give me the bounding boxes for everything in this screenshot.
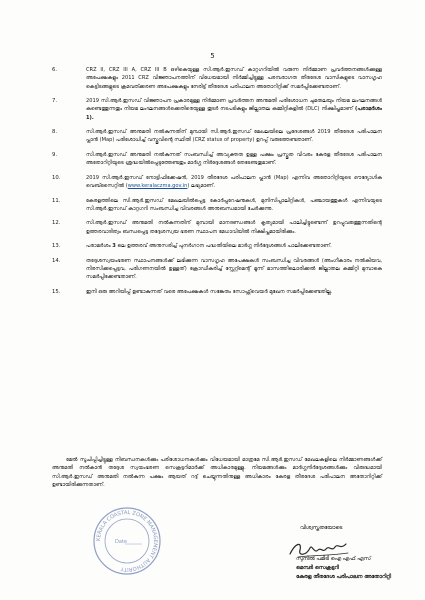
signatory-block — [296, 555, 406, 581]
item-text: 2019 സി.ആർ.ഇസഡ് വിജ്ഞാപന പ്രകാരമുള്ള നിർമ്മാണ പ്രവർത്തന അനുമതി പരിശോധന ചുമതലയും നിയമ ലംഘനങ്ങൾ കണ്ടെത്തുന്നതും നിയമ ലംഘനങ്ങൾക്കെതിരെയുള്ള തുടർ നടപടികളും ജില്ലാതല കമ്മിറ്റികളിൽ (DLC) നിക്ഷിപ്തമാണ് — [86, 98, 382, 113]
item-number: 14. — [52, 257, 61, 264]
item-text: സി.ആർ.ഇസഡ് അനുമതി നൽകുന്നതിന് മുമ്പായി മാനദണ്ഡങ്ങൾ കൃത്യമായി പാലിച്ചിട്ടുണ്ടെന്ന് ഉറപ്പുവരുത്തുന്നതിന്റെ ഉത്തരവാദിത്വം ബന്ധപ്പെട്ട തദ്ദേശസ്വയ ഭരണ സ്ഥാപന മേധാവിയിൽ നിക്ഷിപ്തമായിരിക്കും. — [86, 220, 382, 235]
list-item — [52, 288, 382, 296]
item-text: തദ്ദേശസ്വയംഭരണ സ്ഥാപനങ്ങൾക്ക് ലഭിക്കുന്ന വാസഗൃഹ അപേക്ഷകൾ സംബന്ധിച്ച വിവരങ്ങൾ (അംഗീകാരം നൽകിയവ, നിരസിക്കപ്പെട്ടവ, പരിഗണനയിൽ ഉള്ളത്) ക്രോഡീകരിച്ച് സ്റ്റേറ്റ്മെന്റ് മൂന്ന് മാസത്തിലൊരിക്കൽ ജില്ലാതല കമ്മിറ്റി മുമ്പാകെ സമർപ്പിക്കേണ്ടതാണ്. — [86, 257, 382, 281]
item-text-tail: ) ലഭ്യമാണ്. — [187, 183, 215, 190]
list-item — [52, 257, 382, 282]
item-text: കേരളത്തിലെ സി.ആർ.ഇസഡ് മേഖലയിൽപ്പെട്ട കോർപ്പറേഷനുകൾ, മുനിസിപ്പാലിറ്റികൾ, പഞ്ചായത്തുകൾ എന്നിവയുടെ സി.ആർ.ഇസഡ് കാറ്റഗറി സംബന്ധിച്ച വിവരങ്ങൾ അനുബന്ധമായി ചേർക്കുന്നു. — [86, 197, 382, 212]
list-item — [52, 174, 382, 191]
page-number: 5 — [210, 52, 215, 60]
list-item — [52, 151, 382, 168]
item-number: 13. — [52, 243, 61, 250]
signatory-organization: കേരള തീരദേശ പരിപാലന അതോറിറ്റി — [296, 573, 392, 580]
item-text: സി.ആർ.ഇസഡ് അനുമതി നൽകുന്നതിന് മുമ്പായി സി.ആർ.ഇസഡ് മേഖലയിലെ പ്രദേശങ്ങൾ 2019 തീരദേശ പരിപാലന പ്ലാൻ (Map) പരിശോധിച്ച് വസ്തുവിന്റെ സ്ഥിതി (CRZ status of property) ഉറപ്പ് വരുത്തേണ്ടതാണ്. — [86, 129, 382, 144]
website-link[interactable]: www.keralaczma.gov.in — [127, 183, 188, 190]
svg-text:KERALA COASTAL ZONE MANAGEMENT: KERALA COASTAL ZONE MANAGEMENT AUTHORITY — [95, 509, 159, 573]
item-number: 10. — [52, 174, 61, 181]
office-seal — [92, 506, 162, 576]
svg-text:Date: Date — [115, 539, 127, 545]
item-reference: (പരാമർശം 1). — [86, 106, 382, 121]
item-text: 2019 സി.ആർ.ഇസഡ് നോട്ടിഫിക്കേഷൻ, 2019 തീരദേശ പരിപാലന പ്ലാൻ (Map) എന്നിവ അതോറിറ്റിയുടെ ഔദ്യോഗിക വെബ്സൈറ്റിൽ ( — [86, 174, 382, 190]
item-number: 7. — [52, 98, 58, 105]
item-text-tail: ലെ ഉത്തരവ് അനുസരിച്ച് പുനർഗഠന പദ്ധതിയിലെ മാർഗ്ഗ നിർദ്ദേശങ്ങൾ പാലിക്കേണ്ടതാണ്. — [115, 243, 332, 250]
signatory-name: സുനിൽ പമിടി ഐ എഫ് എസ് — [296, 556, 371, 562]
list-item — [52, 197, 382, 214]
instruction-list — [52, 66, 382, 302]
list-item — [52, 66, 382, 91]
list-item — [52, 242, 382, 250]
item-number: 8. — [52, 129, 58, 136]
item-number: 9. — [52, 151, 58, 158]
item-text: സി.ആർ.ഇസഡ് അനുമതി നൽകുന്നത് സംബന്ധിച്ച് അവ്യക്തത ഉള്ള പക്ഷം പ്രസ്തുത വിവരം കേരള തീരദേശ പരിപാലന അതോറിറ്റിയുടെ ശ്രദ്ധയിൽപ്പെടുത്തേണ്ടതും മാർഗ്ഗ നിർദ്ദേശങ്ങൾ തേടേണ്ടതുമാണ്. — [86, 151, 382, 167]
item-number: 11. — [52, 197, 61, 204]
item-number: 15. — [52, 288, 61, 295]
item-number: 6. — [52, 67, 58, 73]
item-reference: 3 — [112, 243, 116, 250]
item-text: പരാമർശം — [86, 243, 113, 250]
item-number: 12. — [52, 220, 61, 227]
item-text: ഇനി ഒരു അറിയിപ്പ് ഉണ്ടാകുന്നത് വരെ അപേക്ഷകൾ സങ്കേതം സോഫ്റ്റ്‌വെയർ മുഖേന സമർപ്പിക്കേണ്ടതില്ല. — [86, 288, 333, 295]
closing-paragraph: മേൽ സൂചിപ്പിച്ചിട്ടുള്ള നിബന്ധനകൾക്കും പരിശോധനകൾക്കും വിധേയമായി മാത്രമേ സി.ആർ.ഇസഡ് മേഖലകളിലെ നിർമ്മാണങ്ങൾക്ക് അനുമതി നൽകാൻ തദ്ദേശ സ്വയംഭരണ സെക്രട്ടറിമാർക്ക് അധികാരമുള്ളു. നിയമങ്ങൾക്കും മാർഗ്ഗനിർദ്ദേശങ്ങൾക്കും വിരുദ്ധമായി സി.ആർ.ഇസഡ് അനുമതി നൽകുന്ന പക്ഷം ആയത് റദ്ദ് ചെയ്യുന്നതിനുള്ള അധികാരം കേരള തീരദേശ പരിപാലന അതോറിറ്റിക്ക് ഉണ്ടായിരിക്കുന്നതാണ്. — [52, 457, 382, 488]
regards-line: വിശ്വസ്തതയോടെ — [300, 525, 343, 531]
signatory-designation: മെമ്പർ സെക്രട്ടറി — [296, 564, 339, 571]
list-item — [52, 128, 382, 145]
item-text: CRZ II, CRZ III A, CRZ III B ഒഴികെയുള്ള സി.ആർ.ഇസഡ് കാറ്റഗറിയിൽ വരുന്ന നിർമ്മാണ പ്രവർത്തനങ്ങൾക്കുള്ള അപേക്ഷകളും 2011 CRZ വിജ്ഞാപനത്തിന് വിധേയമായി നിർമ്മിച്ചിട്ടുള്ള പരമ്പരാഗത തീരദേശ വാസികളുടെ വാസഗൃഹ കെട്ടിടങ്ങളുടെ ക്രമവത്ക്കരണ അപേക്ഷകളും നേരിട്ട് തീരദേശ പരിപാലന അതോറിറ്റിക്ക് സമർപ്പിക്കേണ്ടതാണ്. — [86, 67, 382, 90]
list-item — [52, 97, 382, 122]
list-item — [52, 219, 382, 236]
